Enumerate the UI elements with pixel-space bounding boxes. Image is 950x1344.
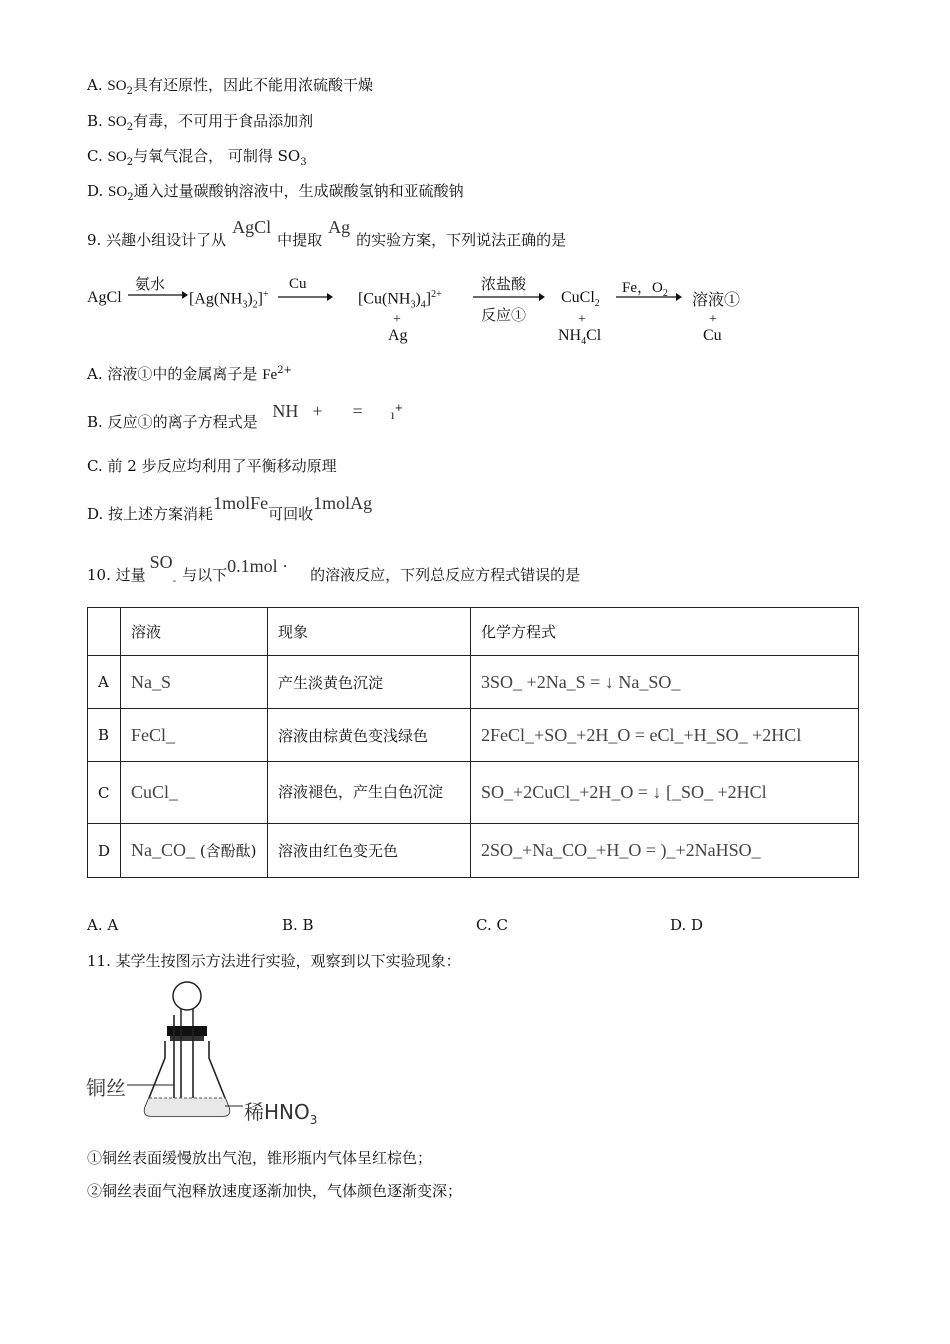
row-id: B: [88, 709, 121, 762]
table-row: [88, 709, 859, 762]
table-header-solution: 溶液: [121, 608, 268, 656]
flow-arrow1: [128, 288, 188, 302]
q9-stem: 9. 兴趣小组设计了从AgCl中提取Ag的实验方案，下列说法正确的是: [87, 217, 567, 249]
row-phenomenon: 产生淡黄色沉淀: [268, 656, 471, 709]
q8-option-b: B. $SO_2$有毒，不可用于食品添加剂: [87, 112, 314, 133]
flow-arrow2-label: Cu: [289, 276, 307, 292]
row-id: C: [88, 762, 121, 824]
row-solution: Na_CO_ (含酚酞): [121, 824, 268, 878]
table-header-id: [88, 608, 121, 656]
flow-arrow3-bottom: 反应①: [481, 308, 527, 324]
flow-ag-complex: $[Ag(NH_3)_2]^+$: [189, 289, 269, 311]
flow-plus-nh4cl: +: [578, 312, 586, 327]
flow-plus-cu: +: [709, 312, 717, 327]
label-copper-wire: 铜丝: [86, 1076, 126, 1100]
flow-solution1: 溶液①: [692, 292, 741, 309]
q10-option-d[interactable]: D. D: [670, 916, 704, 934]
q9-option-d: D. 按上述方案消耗1molFe可回收1molAg: [87, 493, 373, 523]
flow-cucl2: CuCl$_2$: [561, 289, 600, 310]
row-solution: Na_S: [121, 656, 268, 709]
q10-table: [87, 607, 859, 878]
table-header-equation: 化学方程式: [471, 608, 859, 656]
row-id: D: [88, 824, 121, 878]
flow-arrow3: [473, 290, 545, 304]
row-solution: FeCl_: [121, 709, 268, 762]
row-solution: CuCl_: [121, 762, 268, 824]
flow-arrow2: [278, 290, 333, 304]
row-phenomenon: 溶液由红色变无色: [268, 824, 471, 878]
flow-cu-product: Cu: [703, 327, 722, 344]
flow-arrow3-top: 浓盐酸: [481, 277, 527, 293]
table-row: [88, 656, 859, 709]
flow-agcl: AgCl: [87, 289, 122, 306]
flow-ag-product: Ag: [388, 327, 408, 344]
q10-stem: 10. 过量$SO_-$ 与以下0.1mol · 的溶液反应，下列总反应方程式错误的是: [87, 552, 581, 587]
q11-stem: 11. 某学生按图示方法进行实验，观察到以下实验现象：: [87, 952, 461, 970]
q8-option-d: D. $SO_2$通入过量碳酸钠溶液中，生成碳酸氢钠和亚硫酸钠: [87, 182, 464, 203]
flow-nh4cl: $NH_4Cl$: [558, 327, 602, 348]
q10-option-a[interactable]: A. A: [87, 916, 119, 934]
q11-observation-1: ①铜丝表面缓慢放出气泡，锥形瓶内气体呈红棕色；: [87, 1149, 433, 1167]
table-row: [88, 824, 859, 878]
q9-option-c: C. 前 2 步反应均利用了平衡移动原理: [87, 457, 337, 475]
row-equation: 2FeCl_+SO_+2H_O = eCl_+H_SO_ +2HCl: [471, 709, 859, 762]
q9-option-b: B. 反应①的离子方程式是 NH + = ı+: [87, 401, 403, 431]
q10-option-b[interactable]: B. B: [282, 916, 314, 934]
row-equation: SO_+2CuCl_+2H_O = ↓ [_SO_ +2HCl: [471, 762, 859, 824]
flow-arrow4: [616, 290, 682, 304]
row-equation: 2SO_+Na_CO_+H_O = )_+2NaHSO_: [471, 824, 859, 878]
q8-option-a: A. $SO_2$具有还原性，因此不能用浓硫酸干燥: [87, 76, 373, 97]
table-header-row: [88, 608, 859, 656]
q8-option-c: C. $SO_2$与氧气混合， 可制得 $SO_3$: [87, 147, 307, 168]
row-id: A: [88, 656, 121, 709]
flow-arrow4-label: Fe，$O_2$: [622, 280, 668, 299]
row-phenomenon: 溶液褪色，产生白色沉淀: [268, 762, 471, 824]
row-equation: 3SO_ +2Na_S = ↓ Na_SO_: [471, 656, 859, 709]
q9-option-a: A. 溶液①中的金属离子是 $Fe^{2+}$: [87, 365, 292, 383]
row-phenomenon: 溶液由棕黄色变浅绿色: [268, 709, 471, 762]
q11-observation-2: ②铜丝表面气泡释放速度逐渐加快，气体颜色逐渐变深；: [87, 1182, 463, 1200]
label-dilute-hno3: 稀$HNO_3$: [244, 1100, 318, 1127]
flow-cu-complex: $[Cu(NH_3)_4]^{2+}$: [358, 289, 442, 311]
q10-option-c[interactable]: C. C: [476, 916, 508, 934]
table-row: [88, 762, 859, 824]
table-header-phenomenon: 现象: [268, 608, 471, 656]
flow-arrow1-label: 氨水: [135, 277, 166, 293]
flow-plus-ag: +: [393, 312, 401, 327]
